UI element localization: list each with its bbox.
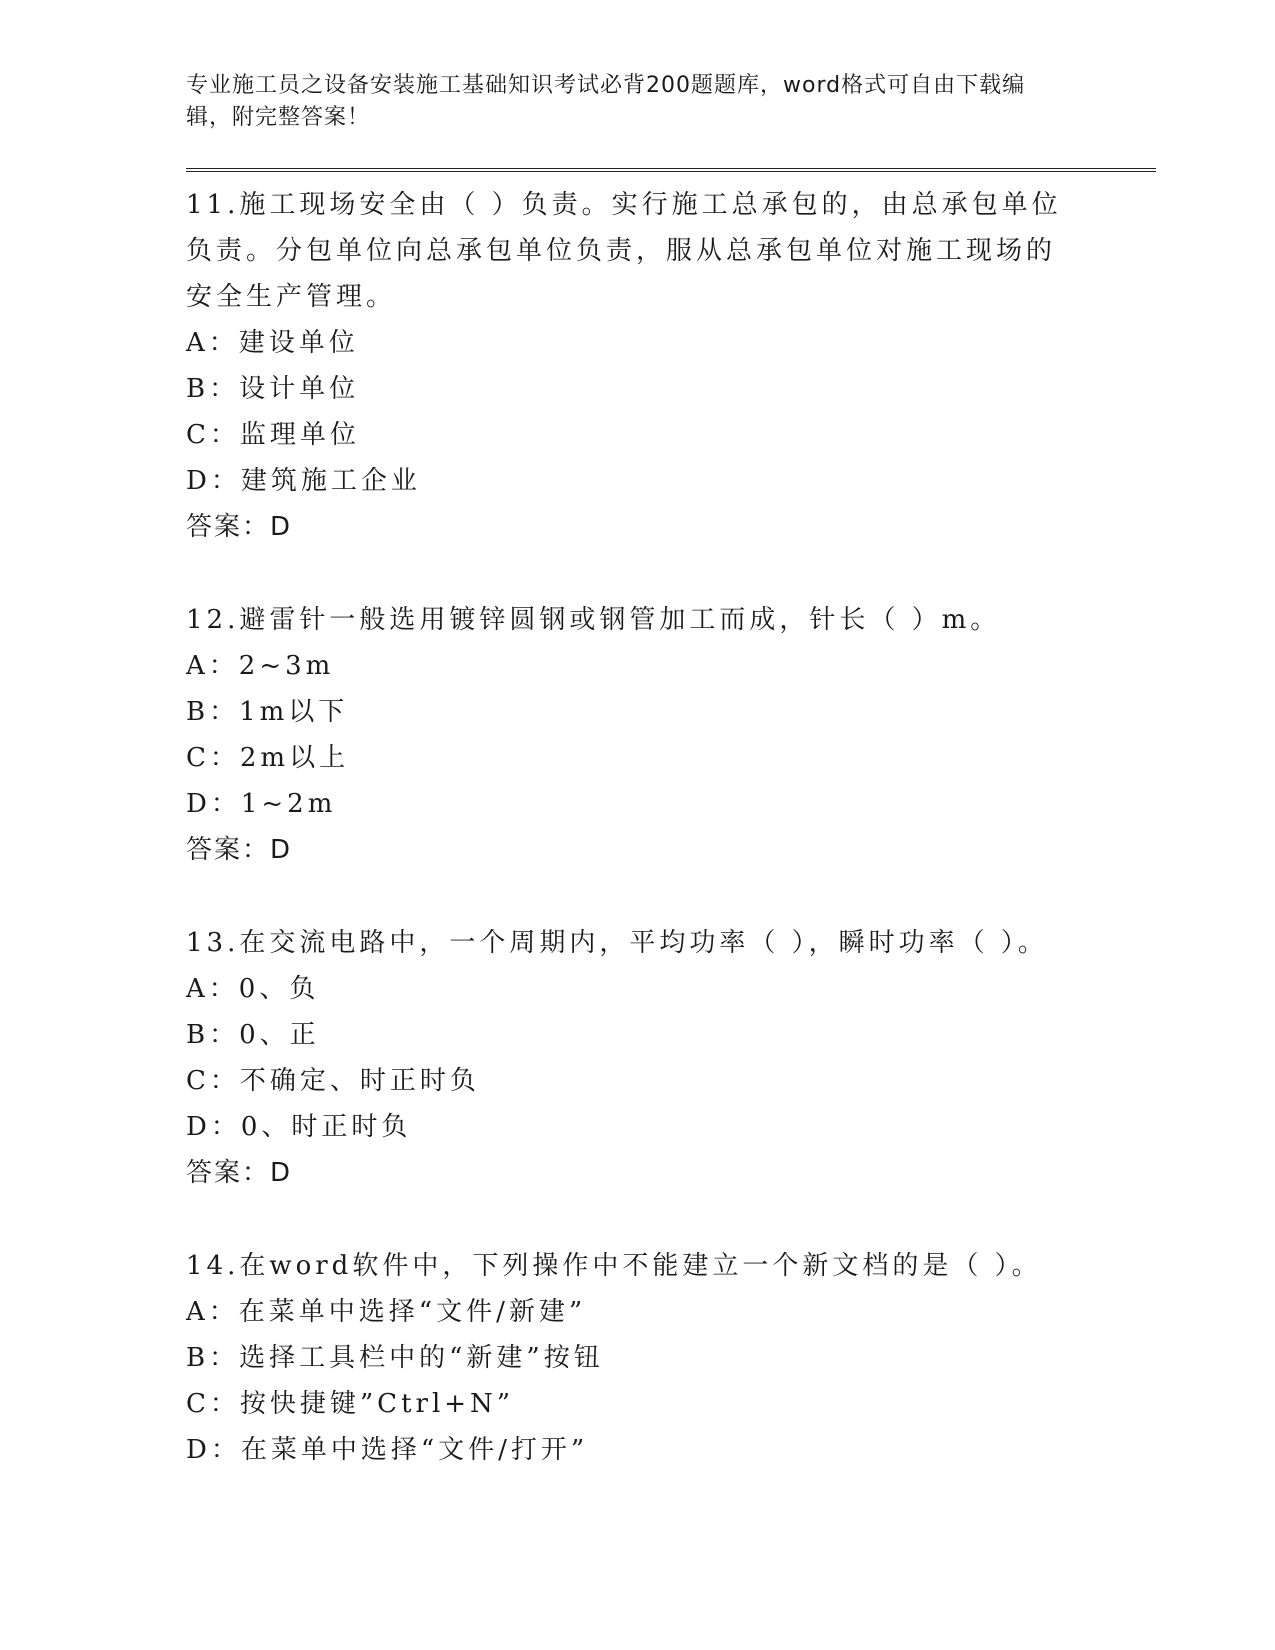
header-divider xyxy=(186,168,1156,172)
answer-line: 答案：D xyxy=(186,512,293,542)
option-c: C：2m以上 xyxy=(186,743,350,773)
document-page xyxy=(186,70,1156,1520)
question-stem: 13.在交流电路中，一个周期内，平均功率（ ），瞬时功率（ ）。 xyxy=(186,928,1048,958)
option-c: C：不确定、时正时负 xyxy=(186,1066,480,1096)
option-b: B：0、正 xyxy=(186,1020,320,1050)
option-c: C：监理单位 xyxy=(186,420,360,450)
question-stem: 14.在word软件中，下列操作中不能建立一个新文档的是（ ）。 xyxy=(186,1251,1042,1281)
option-b: B：设计单位 xyxy=(186,374,360,404)
option-a: A：在菜单中选择“文件/新建” xyxy=(186,1297,587,1327)
option-c: C：按快捷键”Ctrl+N” xyxy=(186,1389,515,1419)
question-12 xyxy=(186,597,1156,873)
question-list xyxy=(186,182,1156,1473)
option-a: A：2~3m xyxy=(186,651,335,681)
question-stem: 12.避雷针一般选用镀锌圆钢或钢管加工而成，针长（ ）m。 xyxy=(186,605,1001,635)
option-b: B：1m以下 xyxy=(186,697,349,727)
option-d: D：在菜单中选择“文件/打开” xyxy=(186,1435,589,1465)
option-a: A：0、负 xyxy=(186,974,320,1004)
question-13 xyxy=(186,920,1156,1196)
option-d: D：0、时正时负 xyxy=(186,1112,412,1142)
question-stem: 11.施工现场安全由（ ）负责。实行施工总承包的，由总承包单位负责。分包单位向总承包单位负责，服从总承包单位对施工现场的安全生产管理。 xyxy=(186,190,1062,312)
document-header: 专业施工员之设备安装施工基础知识考试必背200题题库，word格式可自由下载编辑，附完整答案！ xyxy=(186,73,1026,130)
option-b: B：选择工具栏中的“新建”按钮 xyxy=(186,1343,604,1373)
answer-line: 答案：D xyxy=(186,1158,293,1188)
option-a: A：建设单位 xyxy=(186,328,359,358)
question-14 xyxy=(186,1243,1156,1473)
answer-line: 答案：D xyxy=(186,835,293,865)
question-11 xyxy=(186,182,1156,550)
option-d: D：建筑施工企业 xyxy=(186,466,421,496)
option-d: D：1~2m xyxy=(186,789,337,819)
